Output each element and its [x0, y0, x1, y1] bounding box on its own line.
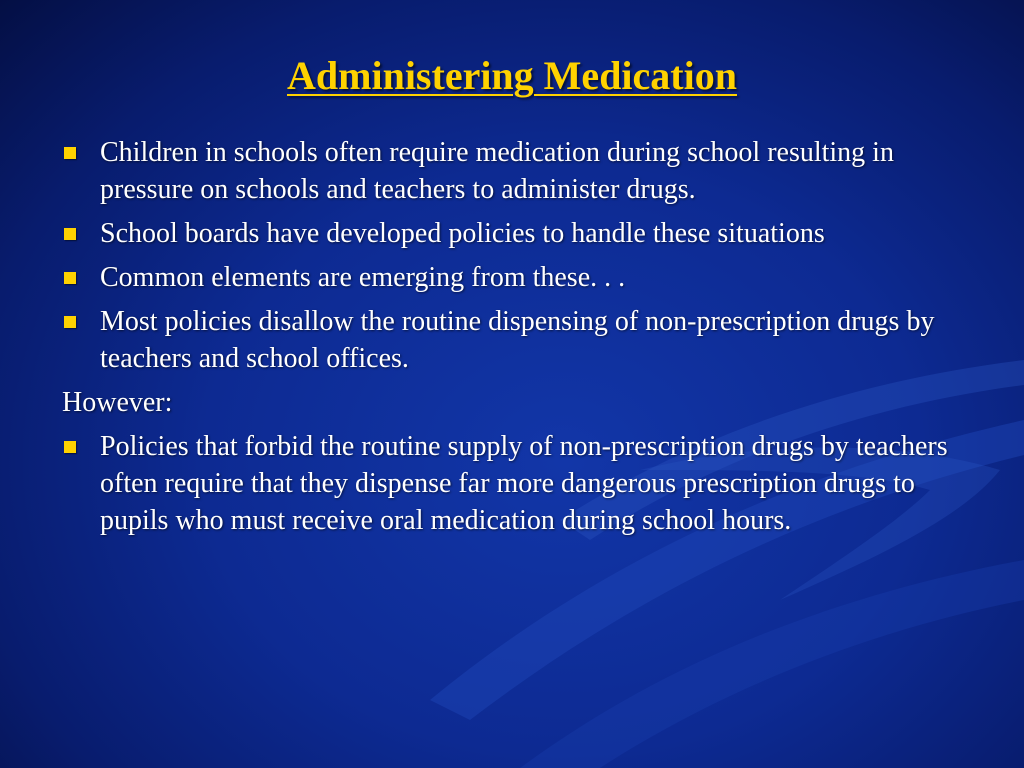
bullet-text: Children in schools often require medication during school resulting in pressure on schools and teachers to administer drugs.: [100, 137, 894, 205]
bullet-item: [62, 303, 982, 377]
bullet-item: [62, 259, 982, 296]
bullet-text: Policies that forbid the routine supply of non-prescription drugs by teachers often require that they dispense far more dangerous prescription drugs to pupils who must receive oral medication during school hours.: [100, 431, 948, 536]
bullet-text: Most policies disallow the routine dispensing of non-prescription drugs by teachers and school offices.: [100, 306, 935, 374]
slide-title: Administering Medication: [287, 53, 737, 98]
bullet-item: [62, 215, 982, 252]
slide-content: [62, 134, 982, 546]
bullet-item: [62, 428, 982, 539]
bullet-text: Common elements are emerging from these. . .: [100, 262, 626, 293]
square-bullet-icon: [64, 228, 76, 240]
bullet-text: School boards have developed policies to handle these situations: [100, 218, 825, 249]
however-label: However:: [62, 387, 173, 418]
square-bullet-icon: [64, 316, 76, 328]
bullet-item: [62, 134, 982, 208]
square-bullet-icon: [64, 272, 76, 284]
square-bullet-icon: [64, 441, 76, 453]
square-bullet-icon: [64, 147, 76, 159]
